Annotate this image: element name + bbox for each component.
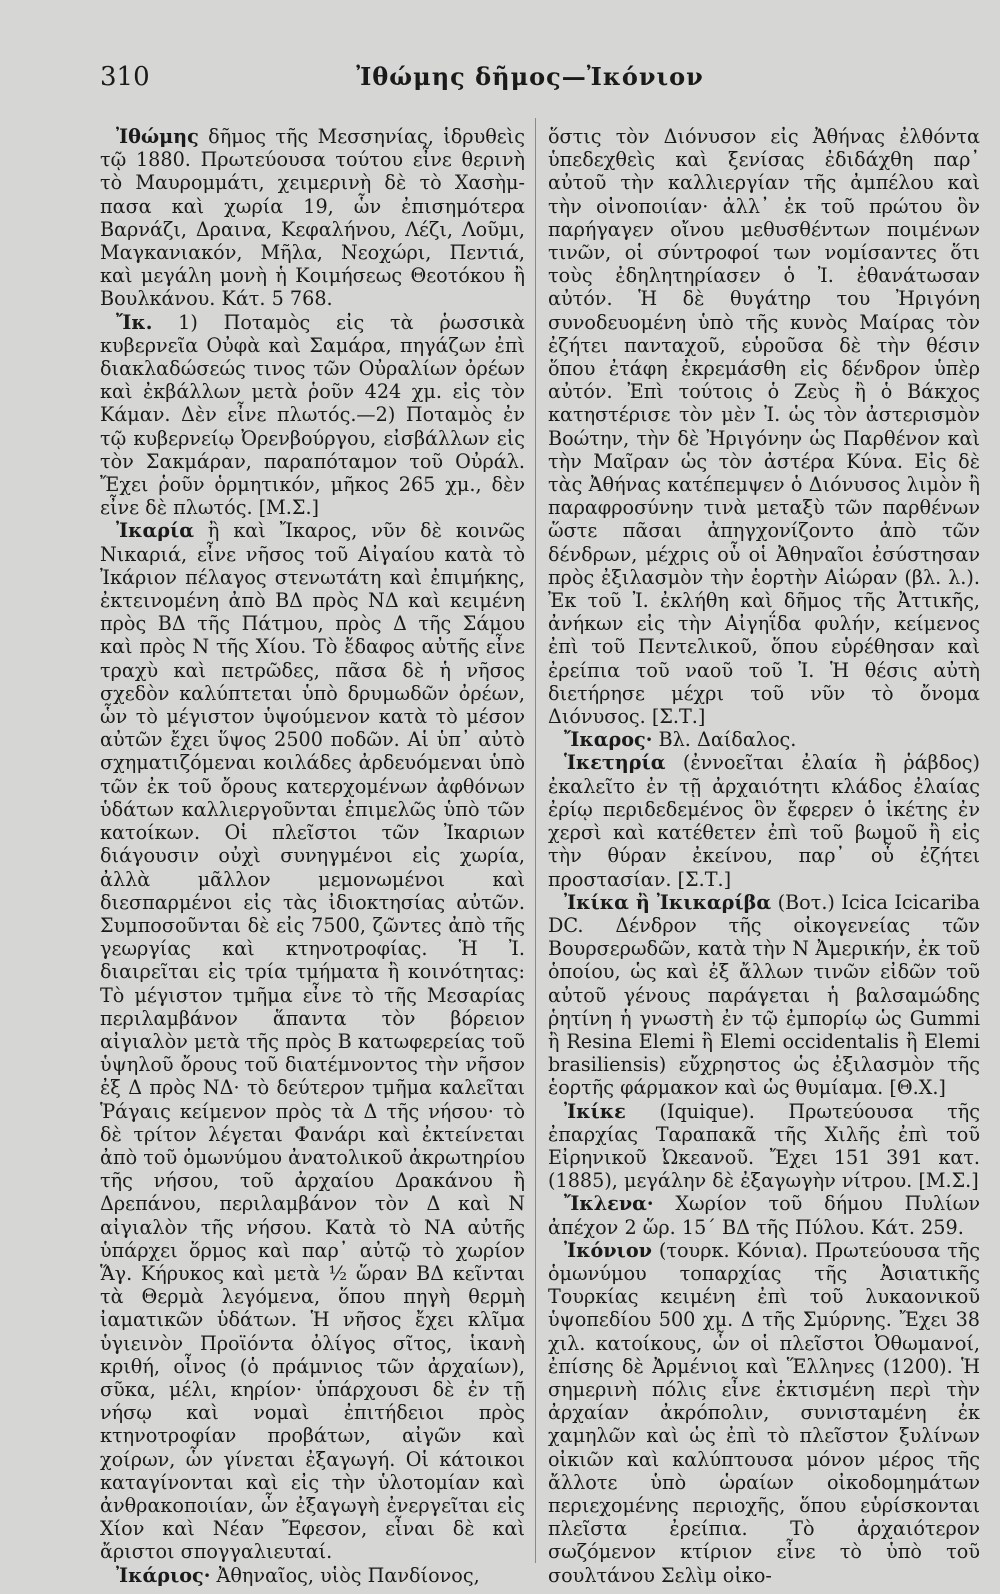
entry-ithomis xyxy=(100,125,525,311)
entry-text: (ἐννοεῖται ἐλαία ἢ ῥάβδος) ἐκαλεῖτο ἐν τῇ ἀρχαιότητι κλάδος ἐλαίας ἐρίῳ περιδεδεμένος ὃν ἔφερεν ὁ ἱκέτης ἐν χερσὶ καὶ κατέθετεν ἐπὶ τοῦ βωμοῦ ἢ εἰς τὴν θύραν ἐκείνου, παρ᾽ οὗ ἐζήτει προστασίαν. [Σ.Τ.] xyxy=(548,751,980,891)
entry-headword: Ἰκίκα ἢ Ἰκικαρίβα xyxy=(564,890,772,914)
entry-headword: Ἰθώμης xyxy=(116,125,199,148)
entry-iklena xyxy=(548,1192,980,1238)
entry-text: (τουρκ. Κόνια). Πρωτεύουσα τῆς ὁμωνύμου τοπαρχίας τῆς Ἀσιατικῆς Τουρκίας κειμένη ἐπὶ τοῦ λυκαονικοῦ ὑψοπεδίου 500 χμ. Δ τῆς Σμύρνης. Ἔχει 38 χιλ. κατοίκους, ὧν οἱ πλεῖστοι Ὀθωμανοί, ἐπίσης δὲ Ἀρμένιοι καὶ Ἕλληνες (1200). Ἡ σημερινὴ πόλις εἶνε ἐκτισμένη περὶ τὴν ἀρχαίαν ἀκρόπολιν, συνισταμένη ἐκ χαμηλῶν καὶ ὡς ἐπὶ τὸ πλεῖστον ξυλίνων οἰκιῶν καὶ καλύπτουσα μόνον μέρος τῆς ἄλλοτε ὑπὸ ὡραίων οἰκοδομημάτων περιεχομένης περιοχῆς, ὅπου εὑρίσκονται πλεῖστα ἐρείπια. Τὸ ἀρχαιότερον σωζόμενον κτίριον εἶνε τὸ ὑπὸ τοῦ σουλτάνου Σελὶμ οἰκο- xyxy=(548,1238,980,1587)
entry-ikonion xyxy=(548,1239,980,1587)
column-divider xyxy=(535,118,536,1563)
entry-headword: Ἰκαρία xyxy=(116,519,195,543)
entry-ikarios-continued xyxy=(548,125,980,728)
entry-text: δῆμος τῆς Μεσσηνίας, ἱδρυθεὶς τῷ 1880. Πρωτεύουσα τούτου εἶνε θερινὴ τὸ Μαυρομμάτι, χειμερινὴ δὲ τὸ Χασὴμ-πασα καὶ χωρία 19, ὧν ἐπισημότερα Βαρνάζι, Δραινα, Κεφαλήνου, Λέζι, Λοῦμι, Μαγκανιακόν, Μῆλα, Νεοχώρι, Πεντιά, καὶ μεγάλη μονὴ ἡ Κοιμήσεως Θεοτόκου ἢ Βουλκάνου. Κάτ. 5 768. xyxy=(100,125,525,311)
entry-text: ἢ καὶ Ἴκαρος, νῦν δὲ κοινῶς Νικαριά, εἶνε νῆσος τοῦ Αἰγαίου κατὰ τὸ Ἰκάριον πέλαγος στενωτάτη καὶ ἐπιμήκης, ἐκτεινομένη ἀπὸ ΒΔ πρὸς ΝΔ καὶ κειμένη πρὸς ΒΔ τῆς Πάτμου, πρὸς Δ τῆς Σάμου καὶ πρὸς Ν τῆς Χίου. Τὸ ἔδαφος αὐτῆς εἶνε τραχὺ καὶ πετρῶδες, πᾶσα δὲ ἡ νῆσος σχεδὸν καλύπτεται ὑπὸ δρυμωδῶν ὀρέων, ὧν τὸ μέγιστον ὑψούμενον κατὰ τὸ μέσον αὐτῶν ἔχει ὕψος 2500 ποδῶν. Αἱ ὑπ᾽ αὐτὸ σχηματιζόμεναι κοιλάδες ἀρδευόμεναι ὑπὸ τῶν ἐκ τοῦ ὄρους κατερχομένων ἀφθόνων ὑδάτων καλλιεργοῦνται ἐπιμελῶς ὑπὸ τῶν κατοίκων. Οἱ πλεῖστοι τῶν Ἰκαριων διάγουσιν οὐχὶ συνηγμένοι εἰς χωρία, ἀλλὰ μᾶλλον μεμονωμένοι καὶ διεσπαρμένοι εἰς τὰς ἰδιοκτησίας αὐτῶν. Συμποσοῦνται δὲ εἰς 7500, ζῶντες ἀπὸ τῆς γεωργίας καὶ κτηνοτροφίας. Ἡ Ἰ. διαιρεῖται εἰς τρία τμήματα ἢ κοινότητας: Τὸ μέγιστον τμῆμα εἶνε τὸ τῆς Μεσαρίας περιλαμβάνον ἅπαντα τὸν βόρειον αἰγιαλὸν μετὰ τῆς πρὸς Β κατωφερείας τοῦ ὑψηλοῦ ὄρους τοῦ διατέμνοντος τὴν νῆσον ἐξ Δ πρὸς ΝΔ· τὸ δεύτερον τμῆμα καλεῖται Ῥάγαις κείμενον πρὸς τὰ Δ τῆς νήσου· τὸ δὲ τρίτον λέγεται Φανάρι καὶ ἐκτείνεται ἀπὸ τοῦ ὁμωνύμου ἀνατολικοῦ ἀκρωτηρίου τῆς νήσου, τοῦ ἀρχαίου Δρακάνου ἢ Δρεπάνου, περιλαμβάνον τὸν Δ καὶ Ν αἰγιαλὸν τῆς νήσου. Κατὰ τὸ ΝΑ αὐτῆς ὑπάρχει ὅρμος καὶ παρ᾽ αὐτῷ τὸ χωρίον Ἅγ. Κήρυκος καὶ μετὰ ½ ὥραν ΒΔ κεῖνται τὰ Θερμὰ λεγόμενα, ὅπου πηγὴ θερμὴ ἰαματικῶν ὑδάτων. Ἡ νῆσος ἔχει κλῖμα ὑγιεινὸν Προϊόντα ὀλίγος σῖτος, ἱκανὴ κριθή, οἶνος (ὁ πράμνιος τῶν ἀρχαίων), σῦκα, μέλι, κηρίον· ὑπάρχουσι δὲ ἐν τῇ νήσῳ καὶ νομαὶ ἐπιτήδειοι πρὸς κτηνοτροφίαν προβάτων, αἰγῶν καὶ χοίρων, ὧν γίνεται ἐξαγωγή. Οἱ κάτοικοι καταγίνονται καὶ εἰς τὴν ὑλοτομίαν καὶ ἀνθρακοποιίαν, ὧν ἐξαγωγὴ ἐνεργεῖται εἰς Χίον καὶ Νέαν Ἔφεσον, εἶναι δὲ καὶ ἄριστοι σπογγαλιευταί. xyxy=(100,519,525,1564)
entry-text: Χωρίον τοῦ δήμου Πυλίων ἀπέχον 2 ὥρ. 15΄ ΒΔ τῆς Πύλου. Κάτ. 259. xyxy=(548,1192,980,1239)
entry-headword: Ἱκετηρία xyxy=(564,751,666,775)
entry-headword: Ἰκόνιον xyxy=(564,1238,652,1262)
entry-text: ὅστις τὸν Διόνυσον εἰς Ἀθήνας ἐλθόντα ὑπεδεχθεὶς καὶ ξενίσας ἐδιδάχθη παρ᾽ αὐτοῦ τὴν καλλιεργίαν τῆς ἀμπέλου καὶ τὴν οἰνοποιίαν· ἀλλ᾽ ἐκ τοῦ πρώτου ὃν παρήγαγεν οἴνου μεθυσθέντων ποιμένων τινῶν, οἱ σύντροφοί των νομίσαντες ὅτι τοὺς ἐδηλητηρίασεν ὁ Ἰ. ἐθανάτωσαν αὐτόν. Ἡ δὲ θυγάτηρ του Ἠριγόνη συνοδευομένη ὑπὸ τῆς κυνὸς Μαίρας τὸν ἐζήτει πανταχοῦ, εὑροῦσα δὲ τὴν θέσιν ὅπου ἐτάφη ἐκρεμάσθη εἰς δένδρον ὑπὲρ αὐτόν. Ἐπὶ τούτοις ὁ Ζεὺς ἢ ὁ Βάκχος κατηστέρισε τὸν μὲν Ἰ. ὡς τὸν ἀστερισμὸν Βοώτην, τὴν δὲ Ἠριγόνην ὡς Παρθένον καὶ τὴν Μαῖραν ὡς τὸν ἀστέρα Κύνα. Εἰς δὲ τὰς Ἀθήνας κατέπεμψεν ὁ Διόνυσος λιμὸν ἢ παραφροσύνην τινὰ μεταξὺ τῶν παρθένων ὥστε πᾶσαι ἀπηγχονίζοντο ἀπὸ τῶν δένδρων, μέχρις οὗ οἱ Ἀθηναῖοι ἐσύστησαν πρὸς ἐξιλασμὸν τὴν ἑορτὴν Αἰώραν (βλ. λ.). Ἐκ τοῦ Ἰ. ἐκλήθη καὶ δῆμος τῆς Ἀττικῆς, ἀνήκων εἰς τὴν Αἰγηΐδα φυλήν, κείμενος ἐπὶ τοῦ Πεντελικοῦ, ὅπου εὑρέθησαν καὶ ἐρείπια τοῦ ναοῦ τοῦ Ἰ. Ἡ θέσις αὐτὴ διετήρησε μέχρι τοῦ νῦν τὸ ὄνομα Διόνυσος. [Σ.Τ.] xyxy=(548,125,980,729)
entry-headword: Ἴκλενα· xyxy=(564,1192,654,1216)
entry-ikarios xyxy=(100,1564,525,1587)
entry-ikaros xyxy=(548,728,980,751)
entry-iketiria xyxy=(548,751,980,890)
entry-ikika xyxy=(548,891,980,1100)
entry-headword: Ἰκίκε xyxy=(564,1099,626,1123)
left-column xyxy=(100,125,525,1587)
entry-text: Ἀθηναῖος, υἱὸς Πανδίονος, xyxy=(210,1563,480,1587)
page-number: 310 xyxy=(100,62,150,92)
entry-ik xyxy=(100,311,525,520)
entry-text: (Iquique). Πρωτεύουσα τῆς ἐπαρχίας Ταραπακᾶ τῆς Χιλῆς ἐπὶ τοῦ Εἰρηνικοῦ Ὠκεανοῦ. Ἔχει 151 391 κατ. (1885), μεγάλην δὲ ἐξαγωγὴν νίτρου. [Μ.Σ.] xyxy=(548,1099,980,1193)
entry-ikaria xyxy=(100,519,525,1563)
page-header xyxy=(100,62,960,102)
entry-headword: Ἰκάριος· xyxy=(116,1563,211,1587)
entry-text: 1) Ποταμὸς εἰς τὰ ῥωσσικὰ κυβερνεῖα Οὐφὰ καὶ Σαμάρα, πηγάζων ἐπὶ διακλαδώσεώς τινος τῶν Οὐραλίων ὀρέων καὶ ἐκβάλλων μετὰ ῥοῦν 424 χμ. εἰς τὸν Κάμαν. Δὲν εἶνε πλωτός.—2) Ποταμὸς ἐν τῷ κυβερνείῳ Ὀρενβούργου, εἰσβάλλων εἰς τὸν Σακμάραν, παραπόταμον τοῦ Οὐράλ. Ἔχει ῥοῦν ὁρμητικόν, μῆκος 265 χμ., δὲν εἶνε δὲ πλωτός. [Μ.Σ.] xyxy=(100,310,525,520)
entry-headword: Ἴκ. xyxy=(116,310,153,334)
entry-text: Βλ. Δαίδαλος. xyxy=(652,728,797,752)
entry-text: (Βοτ.) Icica Icicariba DC. Δένδρον τῆς οἰκογενείας τῶν Βουρσερωδῶν, κατὰ τὴν Ν Ἀμερικήν, ἐκ τοῦ ὁποίου, ὡς καὶ ἐξ ἄλλων τινῶν εἰδῶν τοῦ αὐτοῦ γένους παράγεται ἡ βαλσαμώδης ῥητίνη ἡ γνωστὴ ἐν τῷ ἐμπορίῳ ὡς Gummi ἢ Resina Elemi ἢ Elemi occidentalis ἢ Elemi brasiliensis) εὔχρηστος ὡς ἐξιλασμὸν τῆς ἑορτῆς φάρμακον καὶ ὡς θυμίαμα. [Θ.Χ.] xyxy=(548,890,980,1100)
entry-headword: Ἴκαρος· xyxy=(564,728,653,752)
right-column xyxy=(548,125,980,1587)
running-title: Ἰθώμης δῆμος—Ἰκόνιον xyxy=(356,62,704,91)
entry-ikike xyxy=(548,1100,980,1193)
